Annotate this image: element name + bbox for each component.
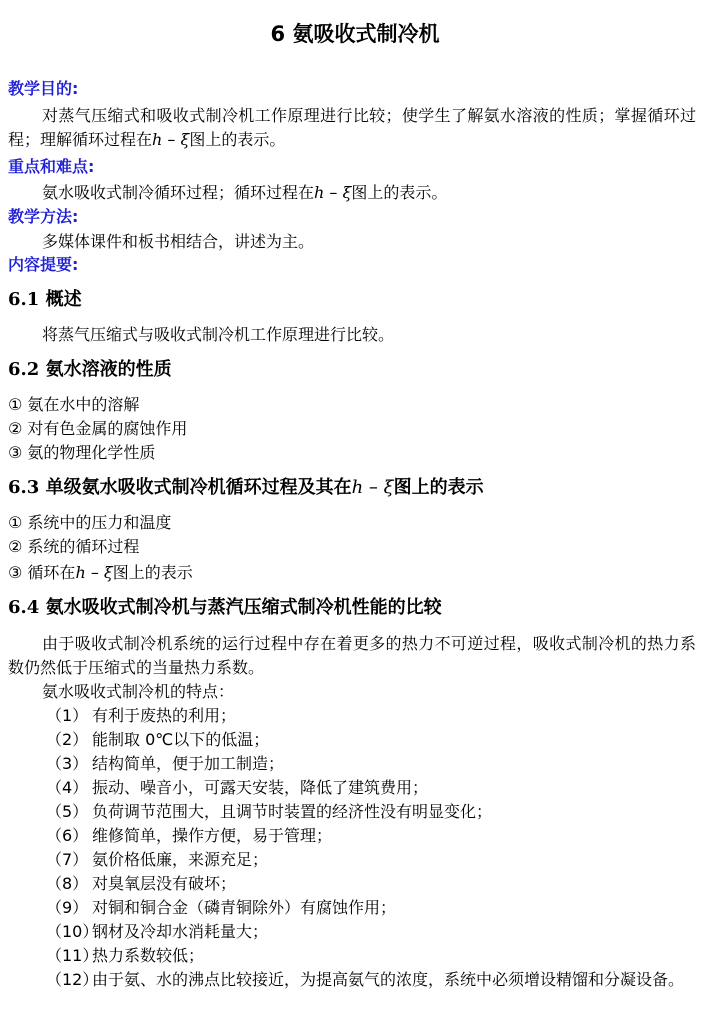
- section-6-2-item: ③ 氨的物理化学性质: [8, 443, 156, 462]
- feature-item: （2） 能制取 0℃以下的低温；: [46, 730, 270, 749]
- section-6-2-item: ① 氨在水中的溶解: [8, 395, 140, 414]
- teaching-goal-text: 对蒸气压缩式和吸收式制冷机工作原理进行比较；使学生了解氨水溶液的性质；掌握循环过程；理解循环过程在h – ξ图上的表示。: [8, 106, 696, 149]
- section-6-3-item: ② 系统的循环过程: [8, 537, 140, 556]
- section-6-3-heading: 6.3 单级氨水吸收式制冷机循环过程及其在h – ξ图上的表示: [8, 477, 484, 498]
- label-key-points: 重点和难点:: [8, 157, 95, 176]
- section-6-3-item: ③ 循环在h – ξ图上的表示: [8, 563, 193, 582]
- label-content-summary: 内容提要:: [8, 255, 79, 274]
- section-6-4-heading: 6.4 氨水吸收式制冷机与蒸汽压缩式制冷机性能的比较: [8, 597, 442, 618]
- key-points-text: 氨水吸收式制冷循环过程；循环过程在h – ξ图上的表示。: [42, 183, 448, 202]
- features-label: 氨水吸收式制冷机的特点：: [42, 682, 235, 701]
- feature-item: （7） 氨价格低廉，来源充足；: [46, 850, 269, 869]
- feature-item: （9） 对铜和铜合金（磷青铜除外）有腐蚀作用；: [46, 898, 397, 917]
- feature-item: （12） 由于氨、水的沸点比较接近，为提高氨气的浓度，系统中必须增设精馏和分凝设备。: [46, 970, 685, 989]
- feature-item: （1） 有利于废热的利用；: [46, 706, 237, 725]
- feature-item: （11） 热力系数较低；: [46, 946, 205, 965]
- feature-item: （4） 振动、噪音小，可露天安装，降低了建筑费用；: [46, 778, 429, 797]
- teaching-method-text: 多媒体课件和板书相结合，讲述为主。: [42, 232, 315, 251]
- section-6-3-item: ① 系统中的压力和温度: [8, 513, 172, 532]
- section-6-1-text: 将蒸气压缩式与吸收式制冷机工作原理进行比较。: [42, 325, 395, 344]
- section-6-2-heading: 6.2 氨水溶液的性质: [8, 359, 172, 380]
- label-teaching-method: 教学方法:: [8, 207, 79, 226]
- feature-item: （10） 钢材及冷却水消耗量大；: [46, 922, 269, 941]
- feature-item: （8） 对臭氧层没有破坏；: [46, 874, 237, 893]
- feature-item: （5） 负荷调节范围大，且调节时装置的经济性没有明显变化；: [46, 802, 493, 821]
- feature-item: （6） 维修简单，操作方便，易于管理；: [46, 826, 333, 845]
- section-6-1-heading: 6.1 概述: [8, 289, 82, 310]
- page-title: 6 氨吸收式制冷机: [270, 22, 440, 46]
- section-6-2-item: ② 对有色金属的腐蚀作用: [8, 419, 188, 438]
- feature-item: （3） 结构简单，便于加工制造；: [46, 754, 285, 773]
- label-teaching-goal: 教学目的:: [8, 79, 79, 98]
- section-6-4-paragraph: 由于吸收式制冷机系统的运行过程中存在着更多的热力不可逆过程，吸收式制冷机的热力系数仍然低于压缩式的当量热力系数。: [8, 634, 696, 677]
